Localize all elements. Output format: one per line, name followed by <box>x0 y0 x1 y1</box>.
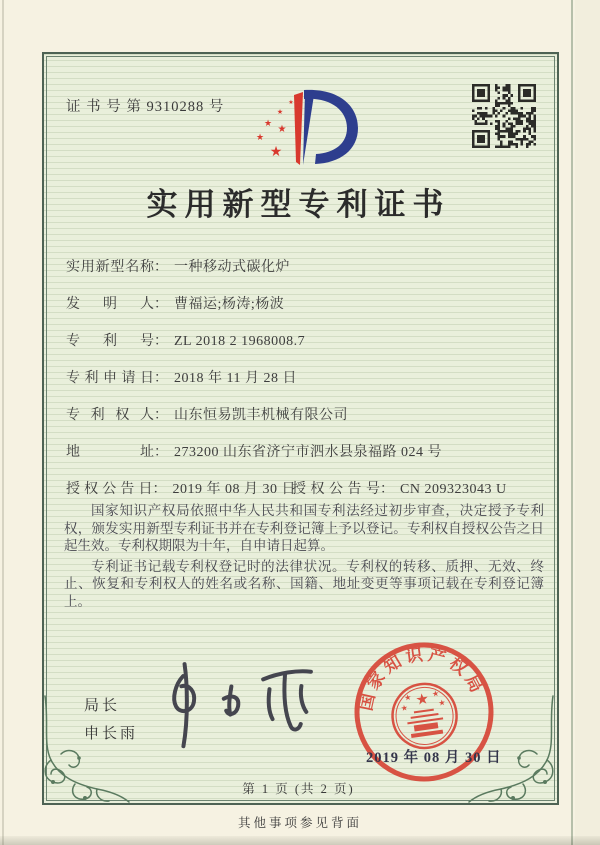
colon: ： <box>152 482 167 497</box>
svg-text:★: ★ <box>400 703 409 714</box>
field-label: 专利权人 <box>66 408 154 423</box>
field-label: 实用新型名称 <box>66 260 154 275</box>
field-label: 授权公告号 <box>292 482 380 497</box>
colon: ： <box>380 482 394 497</box>
seal-arc-text: 国家知识产权局 <box>356 644 489 713</box>
colon: ： <box>154 260 168 275</box>
field-value: ZL 2018 2 1968008.7 <box>174 334 306 349</box>
signer-title: 局长 <box>84 698 121 714</box>
cnipa-logo-icon <box>246 86 366 171</box>
colon: ： <box>154 445 168 460</box>
handwritten-signature-icon <box>146 656 346 751</box>
svg-text:★: ★ <box>437 697 447 708</box>
paper-bottom-shadow <box>0 836 600 845</box>
colon: ： <box>154 371 168 386</box>
back-side-note: 其他事项参见背面 <box>237 816 362 830</box>
svg-text:★: ★ <box>263 119 273 129</box>
field-row-grant-date <box>66 478 296 498</box>
paper-left-edge <box>2 0 4 845</box>
svg-text:★: ★ <box>276 108 284 116</box>
certificate-number: 证 书 号 第 9310288 号 <box>66 99 225 115</box>
colon: ： <box>154 334 168 349</box>
svg-text:★: ★ <box>288 99 294 106</box>
legal-paragraph-2: 专利证书记载专利权登记时的法律状况。专利权的转移、质押、无效、终止、恢复和专利权人的姓名或名称、国籍、地址变更等事项记载在专利登记簿上。 <box>64 558 544 609</box>
field-value: 2019 年 08 月 30 日 <box>172 482 296 497</box>
field-row-inventors <box>66 293 536 313</box>
seal-date: 2019 年 08 月 30 日 <box>366 750 502 766</box>
page-number: 第 1 页 (共 2 页) <box>242 782 355 796</box>
field-row-grant-number <box>292 478 542 498</box>
svg-text:★: ★ <box>269 144 283 160</box>
paper-edge-line <box>571 0 573 845</box>
legal-paragraph-1: 国家知识产权局依照中华人民共和国专利法经过初步审查，决定授予专利权，颁发实用新型专利证书并在专利登记簿上予以登记。专利权自授权公告之日起生效。专利权期限为十年，自申请日起算。 <box>64 503 544 553</box>
signer-name: 申长雨 <box>84 726 139 742</box>
field-row-patent-number <box>66 330 536 350</box>
paper-edge-shade <box>575 0 600 845</box>
field-label: 地址 <box>66 445 154 460</box>
official-seal-icon <box>334 622 515 803</box>
field-row-address <box>66 441 536 461</box>
svg-text:★: ★ <box>414 689 431 709</box>
field-row-filing-date <box>66 367 536 387</box>
field-value: CN 209323043 U <box>400 482 507 497</box>
svg-text:★: ★ <box>255 133 265 143</box>
svg-text:★: ★ <box>431 688 440 699</box>
svg-text:★: ★ <box>277 124 287 135</box>
field-label: 专利申请日 <box>66 371 154 386</box>
national-emblem-icon <box>388 680 460 752</box>
field-row-name <box>66 256 536 276</box>
field-row-patentee <box>66 404 536 424</box>
field-value: 曹福运;杨涛;杨波 <box>174 297 285 312</box>
field-label: 发明人 <box>66 297 154 312</box>
legal-text <box>64 502 544 613</box>
field-label: 授权公告日 <box>66 482 153 497</box>
qr-code <box>472 84 536 148</box>
field-label: 专利号 <box>66 334 154 349</box>
field-value: 一种移动式碳化炉 <box>174 260 290 275</box>
field-value: 273200 山东省济宁市泗水县泉福路 024 号 <box>174 445 442 460</box>
field-value: 2018 年 11 月 28 日 <box>174 371 297 386</box>
colon: ： <box>154 297 168 312</box>
colon: ： <box>154 408 168 423</box>
svg-text:★: ★ <box>403 692 413 703</box>
field-value: 山东恒易凯丰机械有限公司 <box>174 408 348 423</box>
page-title: 实用新型专利证书 <box>146 187 451 222</box>
